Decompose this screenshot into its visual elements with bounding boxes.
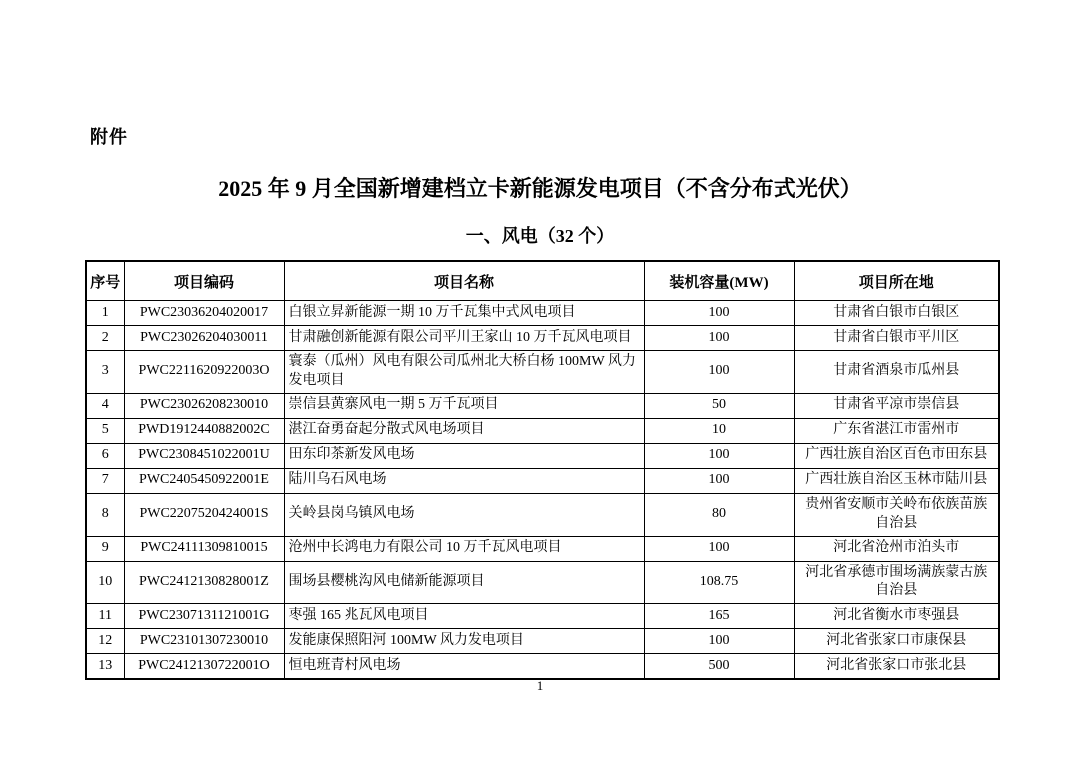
table-row (86, 301, 999, 326)
cell-seq: 9 (86, 536, 124, 561)
cell-code: PWC2412130722001O (124, 654, 284, 680)
section-title: 一、风电（32 个） (465, 226, 615, 246)
cell-code: PWC23101307230010 (124, 629, 284, 654)
cell-location: 甘肃省白银市白银区 (794, 301, 999, 326)
cell-name: 田东印茶新发风电场 (284, 443, 644, 468)
header-capacity: 装机容量(MW) (644, 261, 794, 301)
cell-seq: 6 (86, 443, 124, 468)
cell-seq: 1 (86, 301, 124, 326)
cell-code: PWC24111309810015 (124, 536, 284, 561)
cell-seq: 5 (86, 418, 124, 443)
cell-code: PWD1912440882002C (124, 418, 284, 443)
cell-capacity: 100 (644, 326, 794, 351)
cell-code: PWC2207520424001S (124, 493, 284, 536)
cell-capacity: 100 (644, 468, 794, 493)
table-row (86, 561, 999, 604)
cell-code: PWC23026204030011 (124, 326, 284, 351)
cell-seq: 7 (86, 468, 124, 493)
table-row (86, 418, 999, 443)
cell-capacity: 500 (644, 654, 794, 680)
cell-name: 白银立昇新能源一期 10 万千瓦集中式风电项目 (284, 301, 644, 326)
cell-location: 贵州省安顺市关岭布依族苗族自治县 (794, 493, 999, 536)
cell-capacity: 50 (644, 393, 794, 418)
cell-location: 广东省湛江市雷州市 (794, 418, 999, 443)
cell-seq: 11 (86, 604, 124, 629)
cell-code: PWC2211620922003O (124, 351, 284, 394)
page-number: 1 (536, 678, 544, 693)
table-row (86, 443, 999, 468)
table-row (86, 468, 999, 493)
cell-name: 崇信县黄寨风电一期 5 万千瓦项目 (284, 393, 644, 418)
table-row (86, 654, 999, 680)
cell-capacity: 80 (644, 493, 794, 536)
cell-name: 围场县樱桃沟风电储新能源项目 (284, 561, 644, 604)
cell-location: 甘肃省白银市平川区 (794, 326, 999, 351)
cell-seq: 8 (86, 493, 124, 536)
table-row (86, 326, 999, 351)
table-row (86, 393, 999, 418)
table-row (86, 536, 999, 561)
attachment-label: 附件 (90, 127, 128, 147)
cell-name: 枣强 165 兆瓦风电项目 (284, 604, 644, 629)
cell-name: 关岭县岗乌镇风电场 (284, 493, 644, 536)
cell-name: 发能康保照阳河 100MW 风力发电项目 (284, 629, 644, 654)
cell-location: 河北省承德市围场满族蒙古族自治县 (794, 561, 999, 604)
cell-location: 甘肃省酒泉市瓜州县 (794, 351, 999, 394)
cell-name: 甘肃融创新能源有限公司平川王家山 10 万千瓦风电项目 (284, 326, 644, 351)
cell-location: 河北省沧州市泊头市 (794, 536, 999, 561)
document-title: 2025 年 9 月全国新增建档立卡新能源发电项目（不含分布式光伏） (218, 176, 862, 201)
cell-location: 广西壮族自治区百色市田东县 (794, 443, 999, 468)
table-header-row (86, 261, 999, 301)
cell-code: PWC2307131121001G (124, 604, 284, 629)
cell-location: 河北省张家口市康保县 (794, 629, 999, 654)
cell-code: PWC23026208230010 (124, 393, 284, 418)
cell-capacity: 165 (644, 604, 794, 629)
cell-location: 甘肃省平凉市崇信县 (794, 393, 999, 418)
cell-name: 寰泰（瓜州）风电有限公司瓜州北大桥白杨 100MW 风力发电项目 (284, 351, 644, 394)
cell-seq: 10 (86, 561, 124, 604)
projects-table (85, 260, 1000, 680)
header-name: 项目名称 (284, 261, 644, 301)
cell-name: 恒电班青村风电场 (284, 654, 644, 680)
table-row (86, 351, 999, 394)
table-row (86, 604, 999, 629)
cell-name: 陆川乌石风电场 (284, 468, 644, 493)
cell-code: PWC2412130828001Z (124, 561, 284, 604)
cell-name: 沧州中长鸿电力有限公司 10 万千瓦风电项目 (284, 536, 644, 561)
cell-seq: 4 (86, 393, 124, 418)
table-row (86, 629, 999, 654)
cell-capacity: 100 (644, 629, 794, 654)
cell-code: PWC2308451022001U (124, 443, 284, 468)
cell-capacity: 108.75 (644, 561, 794, 604)
header-location: 项目所在地 (794, 261, 999, 301)
cell-capacity: 100 (644, 301, 794, 326)
cell-location: 河北省衡水市枣强县 (794, 604, 999, 629)
cell-code: PWC23036204020017 (124, 301, 284, 326)
cell-capacity: 10 (644, 418, 794, 443)
header-code: 项目编码 (124, 261, 284, 301)
cell-seq: 2 (86, 326, 124, 351)
cell-location: 河北省张家口市张北县 (794, 654, 999, 680)
cell-seq: 13 (86, 654, 124, 680)
table-row (86, 493, 999, 536)
cell-code: PWC2405450922001E (124, 468, 284, 493)
cell-location: 广西壮族自治区玉林市陆川县 (794, 468, 999, 493)
header-seq: 序号 (86, 261, 124, 301)
cell-capacity: 100 (644, 443, 794, 468)
cell-capacity: 100 (644, 351, 794, 394)
cell-seq: 12 (86, 629, 124, 654)
cell-capacity: 100 (644, 536, 794, 561)
cell-name: 湛江奋勇奋起分散式风电场项目 (284, 418, 644, 443)
cell-seq: 3 (86, 351, 124, 394)
